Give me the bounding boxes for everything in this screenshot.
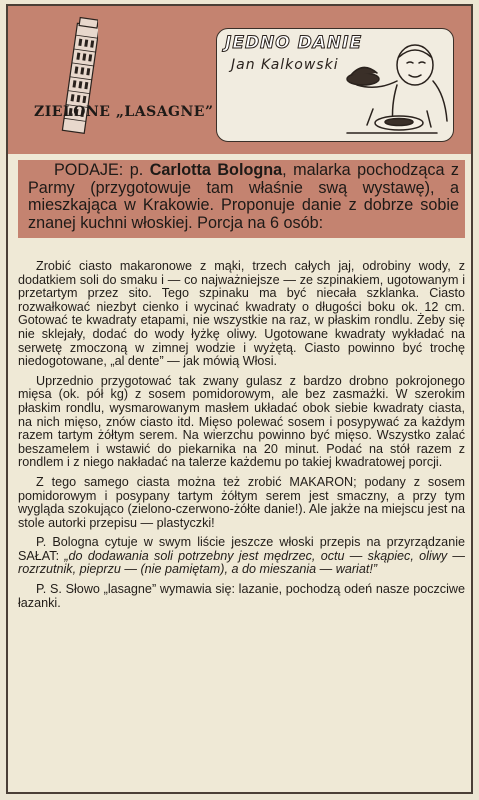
column-badge: [216, 28, 454, 142]
header-band: [8, 6, 471, 154]
intro-text: , malarka pochodząca z Parmy (przygotowuje tam właśnie swą wystawę), a mieszkająca w Krakowie. Proponuje danie z dobrze sobie znanej kuchni włoskiej. Porcja na 6 osób:: [28, 161, 460, 232]
badge-title: JEDNO DANIE: [225, 33, 363, 53]
article-title: ZIELONE „LASAGNE”: [34, 104, 214, 120]
salad-lead: P. Bologna cytuje w swym liście jeszcze włoski przepis na przyrządzanie SAŁAT:: [18, 535, 465, 563]
newspaper-clipping: [6, 4, 473, 794]
badge-author: Jan Kalkowski: [231, 57, 339, 73]
recipe-paragraph-2: Uprzednio przygotować tak zwany gulasz z bardzo drobno pokrojonego mięsa (ok. pół kg) z sosem pomidorowym, ale bez zasmażki. W szerokim płaskim rondlu, wysmarowanym masłem układać obok siebie kwadraty ciasta, na nich mięso, znów ciasto itd. Mięso polewać sosem i posypywać za każdym razem tartym żółtym serem. Na wierzchu powinno być mięso. Wszystko zalać beszamelem i wstawić do piekarnika na 20 minut. Podać na stół razem z rondlem i z niego nakładać na talerze każdemu po takiej kwadratowej porcji.: [18, 373, 465, 470]
intro-paragraph: [18, 160, 465, 238]
author-name: Carlotta Bologna: [149, 161, 283, 179]
recipe-paragraph-3: Z tego samego ciasta można też zrobić MAKARON; podany z sosem pomidorowym i posypany tartym żółtym serem jest smaczny, a przy tym wygląda szokująco (zielono-czerwono-żółte danie!). Ale jakże na miejscu jest na stole autorki przepisu — plastyczki!: [18, 474, 465, 530]
recipe-paragraph-4: [18, 536, 465, 577]
salad-quote: „do dodawania soli potrzebny jest mędrzec, octu — skąpiec, oliwy — rozrzutnik, pieprzu — (nie pamiętam), a do mieszania — wariat!”: [18, 548, 465, 577]
intro-lead: PODAJE: p.: [54, 161, 144, 179]
diner-illustration-icon: [327, 35, 451, 139]
recipe-paragraph-1: Zrobić ciasto makaronowe z mąki, trzech całych jaj, odrobiny wody, z dodatkiem soli do smaku i — co najważniejsze — ze szpinakiem, ugotowanym i przetartym przez sito. Tego szpinaku ma być niecała szklanka. Ciasto rozwałkować niezbyt cienko i wycinać kwadraty o długości boku ok. 12 cm. Gotować te kwadraty etapami, nie wszystkie na raz, w płaskim rondlu. Żeby się nie sklejały, dodać do wody łyżkę oliwy. Ugotowane kwadraty wykładać na serwetę zmoczoną w zimnej wodzie i wyżętą. Ciasto powinno być trochę niedogotowane, „al dente” — jak mówią Włosi.: [18, 259, 465, 369]
article-body: [18, 260, 465, 616]
postscript-paragraph: P. S. Słowo „lasagne” wymawia się: lazanie, pochodzą odeń nasze poczciwe łazanki.: [18, 582, 465, 610]
